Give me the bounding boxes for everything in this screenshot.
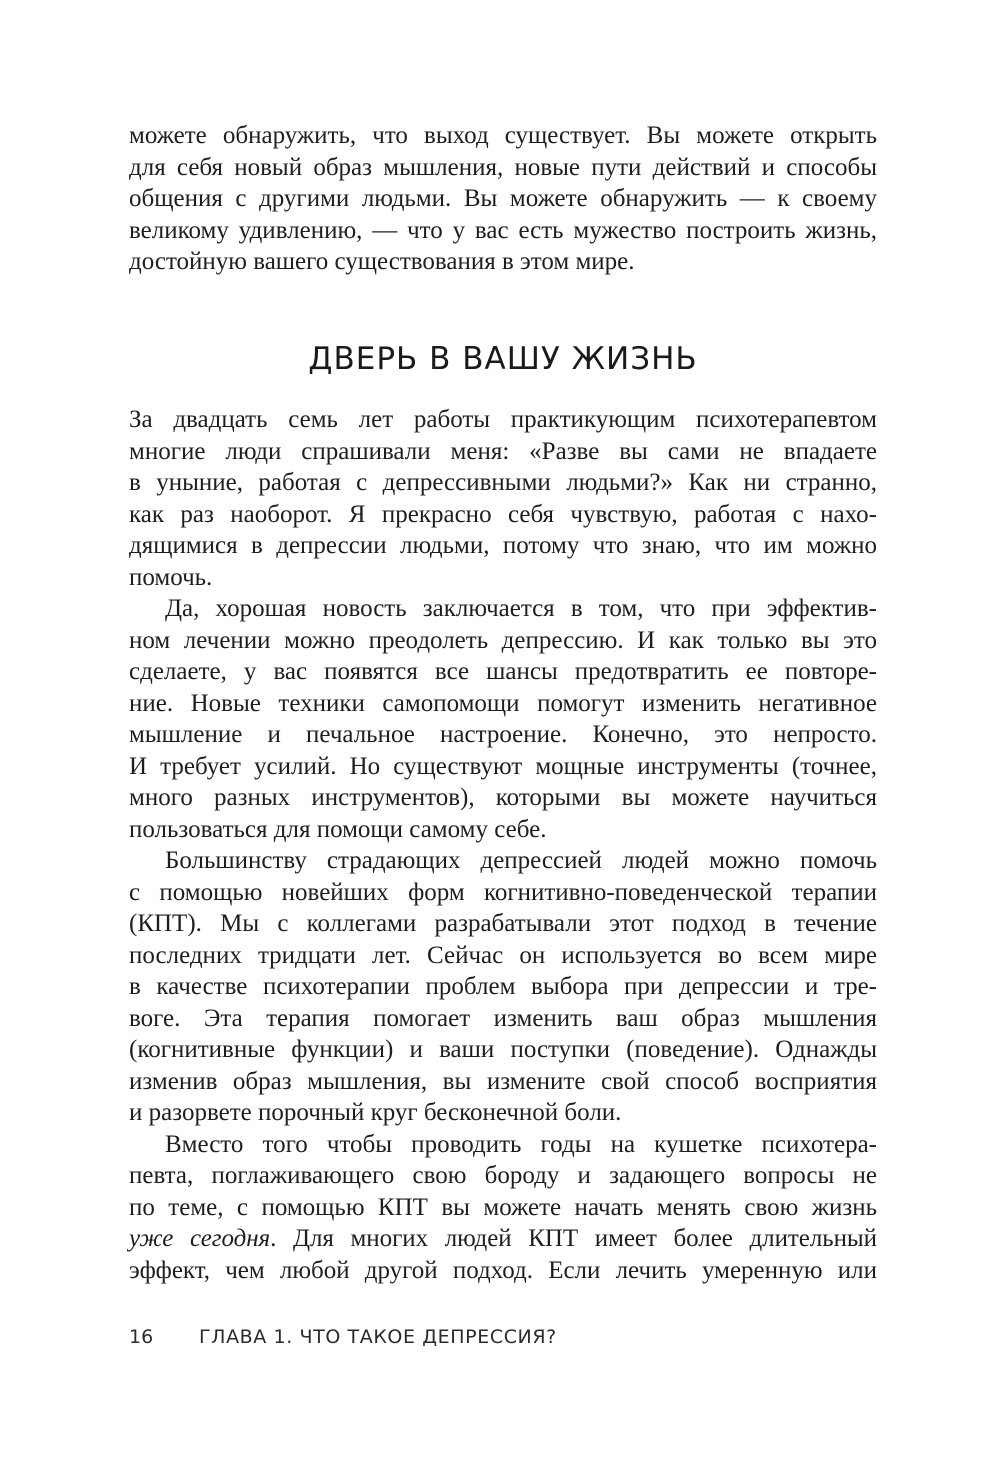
intro-paragraph [129, 120, 877, 278]
text-line: и разорвете порочный круг бесконечной боли. [129, 1099, 622, 1126]
text-line: Вместо того чтобы проводить годы на кушетке психотера- [165, 1130, 877, 1158]
paragraph-3 [129, 845, 877, 1129]
text-line: в качестве психотерапии проблем выбора при депрессии и тре- [129, 973, 877, 1000]
page-footer [129, 1326, 557, 1348]
text-line: великому удивлению, — что у вас есть мужество построить жизнь, [129, 216, 877, 244]
text-line: (когнитивные функции) и ваши поступки (поведение). Однажды [129, 1036, 877, 1063]
text-line: сделаете, у вас появятся все шансы предотвратить ее повторе- [129, 658, 877, 685]
text-line: воге. Эта терапия помогает изменить ваш образ мышления [129, 1004, 877, 1032]
text-line: в уныние, работая с депрессивными людьми?» Как ни странно, [129, 469, 877, 496]
text-line: мышление и печальное настроение. Конечно, это непросто. [129, 721, 877, 748]
text-line: ном лечении можно преодолеть депрессию. И как только вы это [129, 626, 877, 654]
text-line: как раз наоборот. Я прекрасно себя чувствую, работая с нахо- [129, 500, 877, 528]
body-text [129, 404, 877, 1286]
emphasis-text: уже сегодня [129, 1225, 271, 1252]
text-line: много разных инструментов), которыми вы можете научиться [129, 784, 877, 811]
paragraph-1 [129, 404, 877, 593]
text-line: для себя новый образ мышления, новые пути действий и способы [129, 153, 877, 181]
text-line: общения с другими людьми. Вы можете обнаружить — к своему [129, 185, 877, 212]
text-line: И требует усилий. Но существуют мощные инструменты (точнее, [129, 752, 877, 780]
running-head: ГЛАВА 1. ЧТО ТАКОЕ ДЕПРЕССИЯ? [199, 1326, 557, 1348]
text-line: певта, поглаживающего свою бороду и задающего вопросы не [129, 1162, 877, 1189]
text-line: Большинству страдающих депрессией людей можно помочь [165, 847, 877, 874]
text-fragment: . Для многих людей КПТ имеет более длительный [270, 1225, 877, 1252]
text-line: помочь. [129, 563, 213, 591]
text-line: ние. Новые техники самопомощи помогут изменить негативное [129, 689, 877, 717]
text-line: Да, хорошая новость заключается в том, что при эффектив- [165, 595, 877, 622]
text-line: достойную вашего существования в этом мире. [129, 248, 635, 275]
text-line: по теме, с помощью КПТ вы можете начать менять свою жизнь [129, 1193, 877, 1221]
text-line: с помощью новейших форм когнитивно-поведенческой терапии [129, 878, 877, 906]
text-line: пользоваться для помощи самому себе. [129, 815, 547, 843]
text-line: можете обнаружить, что выход существует. Вы можете открыть [129, 122, 877, 149]
text-line: многие люди спрашивали меня: «Разве вы сами не впадаете [129, 437, 877, 465]
text-line: изменив образ мышления, вы измените свой способ восприятия [129, 1067, 877, 1095]
text-line: (КПТ). Мы с коллегами разрабатывали этот подход в течение [129, 910, 877, 937]
section-heading: ДВЕРЬ В ВАШУ ЖИЗНЬ [308, 341, 698, 377]
text-line: последних тридцати лет. Сейчас он используется во всем мире [129, 941, 877, 969]
text-line: За двадцать семь лет работы практикующим психотерапевтом [129, 406, 877, 433]
text-line [129, 1223, 877, 1255]
text-line: эффект, чем любой другой подход. Если лечить умеренную или [129, 1256, 877, 1284]
paragraph-4 [129, 1129, 877, 1287]
text-line: дящимися в депрессии людьми, потому что знаю, что им можно [129, 532, 877, 559]
paragraph-2 [129, 593, 877, 845]
page-number: 16 [129, 1326, 154, 1348]
